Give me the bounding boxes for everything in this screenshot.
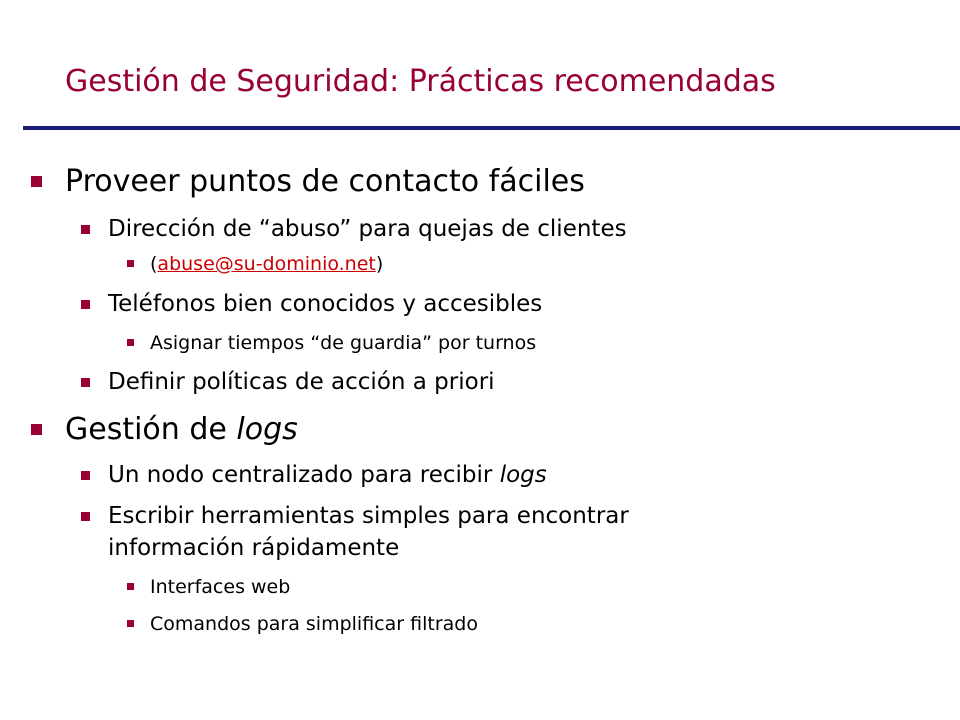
- abuse-email-link[interactable]: abuse@su-dominio.net: [157, 253, 376, 275]
- title-divider: [23, 126, 960, 130]
- bullet-logs: [65, 412, 298, 447]
- square-bullet-icon: [31, 176, 42, 187]
- sub-sub-bullet-shifts: [150, 332, 536, 354]
- abuse-address-text: Dirección de “abuso” para quejas de clientes: [108, 216, 627, 242]
- bullet-contact: [65, 164, 585, 199]
- shifts-text: Asignar tiempos “de guardia” por turnos: [150, 332, 537, 354]
- tools-line-1: Escribir herramientas simples para encontrar: [108, 503, 629, 529]
- square-bullet-icon: [81, 300, 90, 309]
- commands-text: Comandos para simplificar filtrado: [150, 613, 478, 635]
- square-bullet-icon: [81, 378, 90, 387]
- sub-sub-bullet-web: [150, 576, 290, 598]
- web-text: Interfaces web: [150, 576, 291, 598]
- sub-sub-bullet-email: [150, 253, 383, 275]
- tools-line-2: información rápidamente: [108, 535, 400, 561]
- square-bullet-icon: [81, 225, 90, 234]
- sub-sub-bullet-commands: [150, 613, 478, 635]
- square-bullet-icon: [81, 471, 90, 480]
- sub-bullet-policies: [108, 369, 495, 395]
- square-bullet-icon: [31, 424, 42, 435]
- tools-continuation: [108, 535, 399, 561]
- central-node-prefix: Un nodo centralizado para recibir: [108, 462, 500, 488]
- email-close-paren: ): [375, 253, 384, 275]
- square-bullet-icon: [81, 512, 90, 521]
- sub-bullet-phones: [108, 291, 542, 317]
- phones-text: Teléfonos bien conocidos y accesibles: [108, 291, 543, 317]
- sub-bullet-central-node: [108, 462, 547, 488]
- square-bullet-icon: [127, 339, 134, 346]
- logs-text-prefix: Gestión de: [65, 412, 237, 447]
- email-open-paren: (: [150, 253, 158, 275]
- sub-bullet-abuse-address: [108, 216, 627, 242]
- square-bullet-icon: [127, 620, 134, 627]
- bullet-contact-text: Proveer puntos de contacto fáciles: [65, 164, 585, 199]
- square-bullet-icon: [127, 260, 134, 267]
- sub-bullet-tools: [108, 503, 629, 529]
- central-node-em: logs: [499, 462, 547, 488]
- square-bullet-icon: [127, 583, 134, 590]
- policies-text: Definir políticas de acción a priori: [108, 369, 495, 395]
- slide-title: Gestión de Seguridad: Prácticas recomendadas: [65, 64, 776, 99]
- logs-text-em: logs: [236, 412, 298, 447]
